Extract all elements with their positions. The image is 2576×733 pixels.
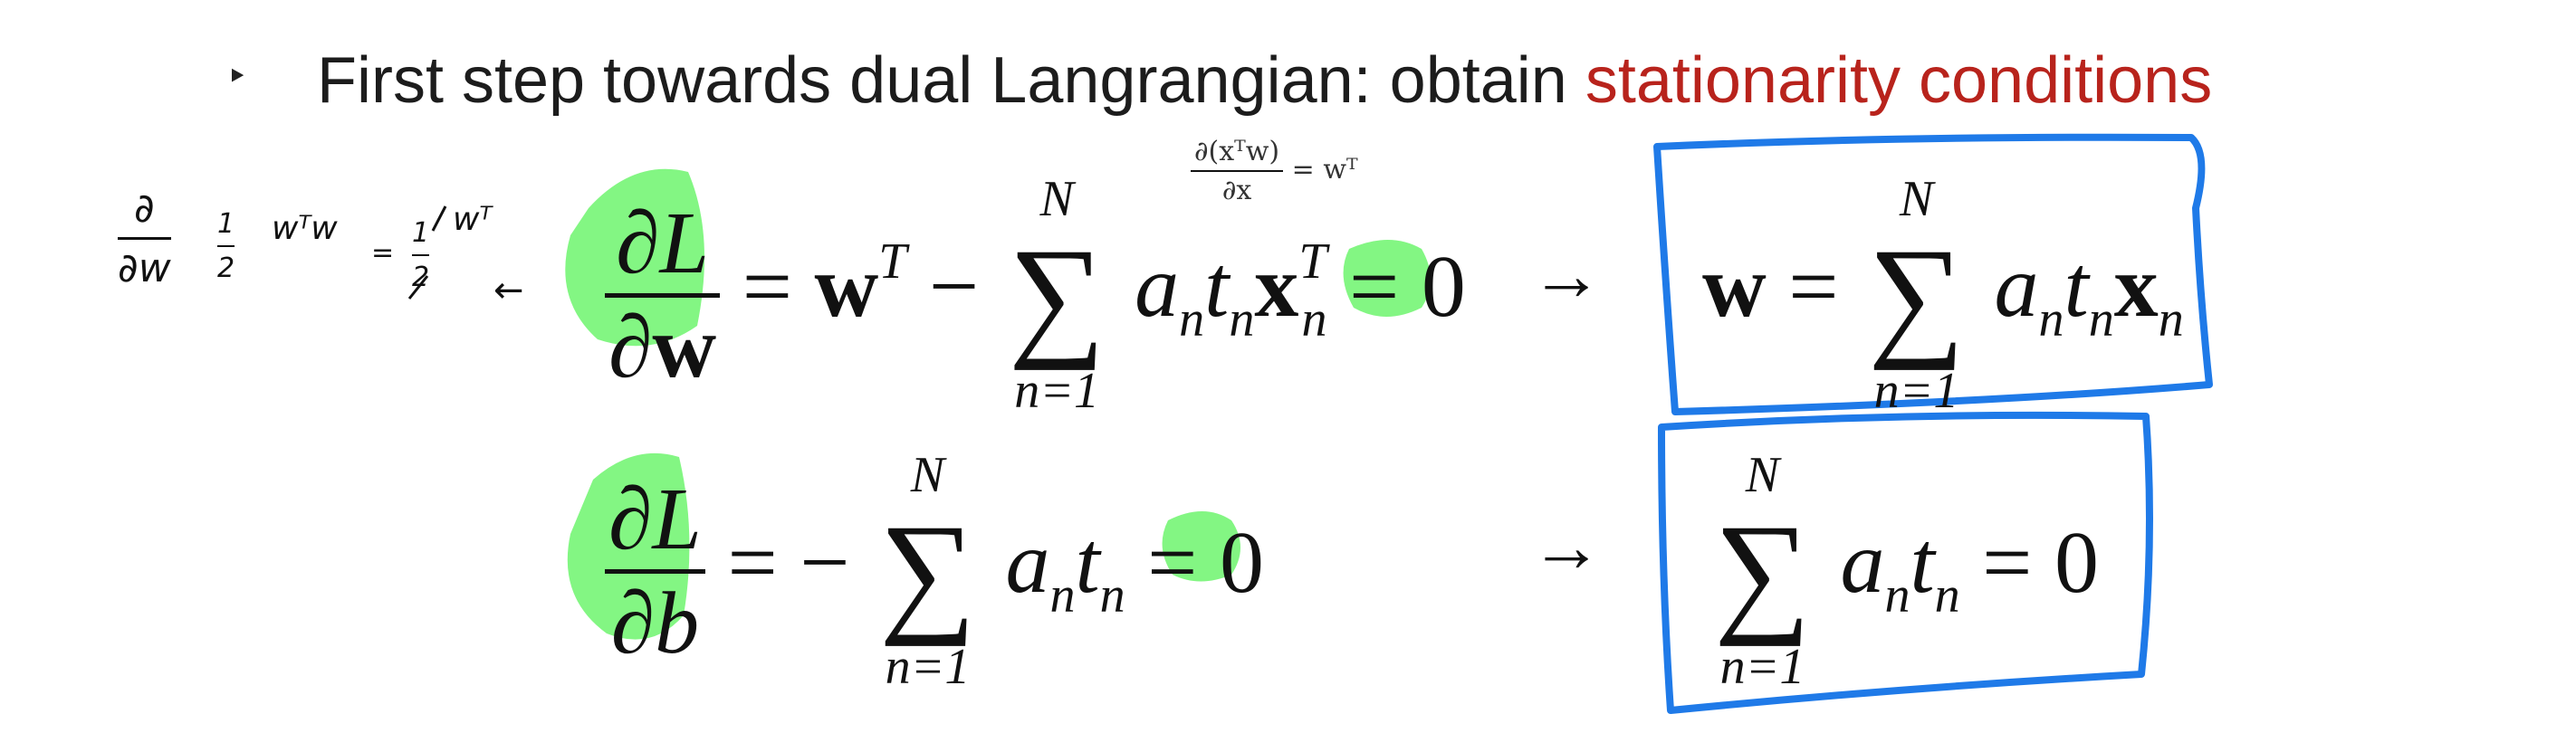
hw-equals: = <box>371 237 395 269</box>
res2-sum-bottom: n=1 <box>1719 638 1805 695</box>
eq1-t: t <box>1204 238 1230 337</box>
res1-w: w <box>1702 238 1767 337</box>
eq1-a: a <box>1135 238 1180 337</box>
slide-heading <box>317 43 2212 118</box>
handwritten-half <box>217 208 235 284</box>
res2-t-sub: n <box>1934 567 1960 624</box>
hint-rhs: = wᵀ <box>1291 154 1358 186</box>
eq1-arrow-icon: → <box>1530 236 1603 316</box>
eq1-a-sub: n <box>1179 291 1205 348</box>
eq1-t-sub: n <box>1229 291 1255 348</box>
eq1-T: T <box>878 233 907 290</box>
hw-crossed-num: 1 <box>412 217 430 249</box>
eq2-frac-num: ∂L <box>608 471 702 569</box>
hint-denominator: ∂x <box>1221 175 1252 206</box>
res2-a: a <box>1840 514 1885 613</box>
eq1-sum-top: N <box>1039 171 1074 227</box>
eq1-frac-den: ∂w <box>608 299 717 397</box>
eq1-zero: 0 <box>1421 238 1466 337</box>
heading-highlight: stationarity conditions <box>1585 44 2213 117</box>
result-w <box>1702 172 2184 419</box>
res1-sum-top: N <box>1899 171 1934 227</box>
eq1-x-sup: T <box>1298 233 1327 290</box>
res1-x-sub: n <box>2158 291 2184 348</box>
hw-half-num: 1 <box>217 208 235 240</box>
eq2-zero: 0 <box>1219 514 1264 613</box>
handwritten-strike-2 <box>433 206 445 231</box>
eq1-equals-2: = <box>1349 238 1400 337</box>
res2-a-sub: n <box>1884 567 1910 624</box>
hint-numerator: ∂(xᵀw) <box>1194 136 1280 167</box>
res1-sum: N ∑ n=1 <box>1868 171 1965 419</box>
eq2-a: a <box>1005 514 1050 613</box>
result-sum-zero <box>1707 448 2099 695</box>
eq1-w: w <box>814 238 879 337</box>
hw-partial-den: ∂w <box>118 245 171 291</box>
eq1-x: x <box>1254 238 1299 337</box>
eq2-equals-2: = <box>1147 514 1198 613</box>
hw-crossed-frac <box>412 217 429 293</box>
eq2-sum: N ∑ n=1 <box>879 447 976 695</box>
res2-zero: 0 <box>2054 514 2099 613</box>
res1-t: t <box>2064 238 2089 337</box>
res1-sum-bottom: n=1 <box>1873 362 1959 419</box>
eq2-t: t <box>1075 514 1100 613</box>
eq2-sum-top: N <box>910 447 945 503</box>
eq1-frac-num: ∂L <box>616 195 710 293</box>
eq2-a-sub: n <box>1049 567 1076 624</box>
res1-a: a <box>1994 238 2039 337</box>
eq2-minus: − <box>800 514 850 613</box>
res1-t-sub: n <box>2088 291 2114 348</box>
eq1-equals: = <box>742 238 792 337</box>
triangle-bullet-icon: ‣ <box>226 57 248 97</box>
eq2-arrow-icon: → <box>1530 508 1603 587</box>
handwritten-note <box>118 186 171 291</box>
res2-equals: = <box>1982 514 2033 613</box>
hw-half-den: 2 <box>217 252 235 284</box>
eq2-t-sub: n <box>1099 567 1125 624</box>
eq1-x-sub: n <box>1301 291 1327 348</box>
equation-dL-db <box>605 448 1264 695</box>
eq1-sum-bottom: n=1 <box>1014 362 1100 419</box>
res1-x: x <box>2113 238 2159 337</box>
hw-term: wᵀw <box>272 210 338 247</box>
eq1-sum: N ∑ n=1 <box>1008 171 1106 419</box>
res1-a-sub: n <box>2038 291 2064 348</box>
hw-crossed-den: 2 <box>412 262 430 293</box>
eq2-sum-bottom: n=1 <box>885 638 971 695</box>
equation-dL-dw <box>605 172 1466 419</box>
res2-t: t <box>1910 514 1935 613</box>
hw-result: wᵀ <box>453 201 493 238</box>
eq1-minus: − <box>928 238 980 337</box>
res2-sum: N ∑ n=1 <box>1714 447 1811 695</box>
res2-sum-top: N <box>1745 447 1780 503</box>
hw-arrow-icon: ← <box>493 270 524 311</box>
res1-equals: = <box>1788 238 1839 337</box>
eq2-equals: = <box>727 514 778 613</box>
eq2-frac-den: ∂b <box>610 575 700 673</box>
hw-partial-num: ∂ <box>133 186 155 232</box>
heading-prefix: First step towards dual Langrangian: obtain <box>317 44 1585 117</box>
